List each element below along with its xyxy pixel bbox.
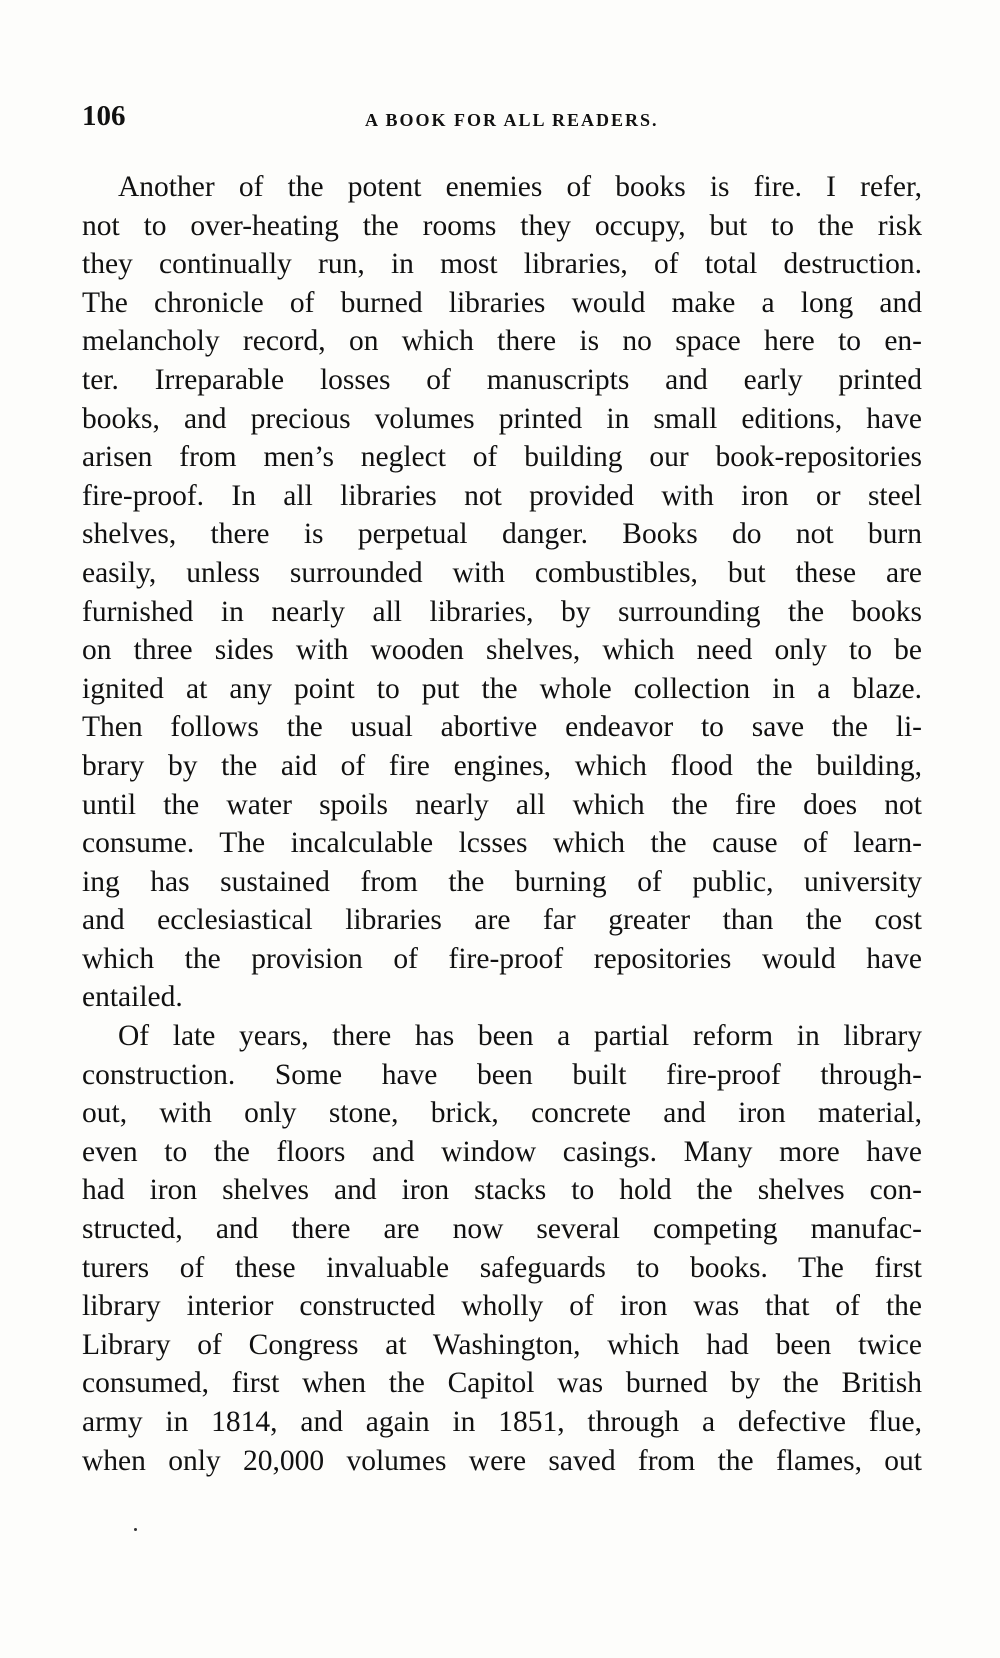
- text-line: Of late years, there has been a partial reform in library: [118, 1020, 922, 1053]
- text-line: ter. Irreparable losses of manuscripts and early printed: [82, 363, 922, 396]
- text-line: which the provision of fire-proof repositories would have: [82, 942, 922, 975]
- text-line: consume. The incalculable lcsses which the cause of learn-: [82, 827, 922, 860]
- page-header: [82, 100, 922, 140]
- text-line: Another of the potent enemies of books is fire. I refer,: [118, 171, 922, 203]
- text-line: until the water spoils nearly all which the fire does not: [82, 788, 922, 821]
- body-text: [82, 168, 922, 1480]
- text-line: Then follows the usual abortive endeavor to save the li-: [82, 711, 922, 744]
- speck-mark: [134, 1528, 137, 1531]
- paragraph: [82, 168, 922, 1017]
- text-line: Library of Congress at Washington, which had been twice: [82, 1328, 922, 1361]
- text-line: ing has sustained from the burning of public, university: [82, 865, 922, 898]
- text-line: not to over-heating the rooms they occupy, but to the risk: [82, 209, 922, 242]
- text-line: furnished in nearly all libraries, by surrounding the books: [82, 595, 922, 628]
- text-line: brary by the aid of fire engines, which flood the building,: [82, 749, 922, 782]
- text-line: easily, unless surrounded with combustibles, but these are: [82, 556, 922, 589]
- text-line: and ecclesiastical libraries are far greater than the cost: [82, 904, 922, 937]
- text-line: turers of these invaluable safeguards to books. The first: [82, 1251, 922, 1284]
- text-line: fire-proof. In all libraries not provided with iron or steel: [82, 479, 922, 512]
- text-line: books, and precious volumes printed in small editions, have: [82, 402, 922, 435]
- page-number: 106: [82, 100, 126, 132]
- text-line: shelves, there is perpetual danger. Books do not burn: [82, 518, 922, 551]
- text-line: had iron shelves and iron stacks to hold the shelves con-: [82, 1174, 922, 1207]
- text-line: consumed, first when the Capitol was burned by the British: [82, 1367, 922, 1400]
- text-line: when only 20,000 volumes were saved from the flames, out: [82, 1444, 922, 1477]
- text-line: The chronicle of burned libraries would make a long and: [82, 286, 922, 319]
- text-line: melancholy record, on which there is no space here to en-: [82, 325, 922, 358]
- text-line: out, with only stone, brick, concrete and iron material,: [82, 1097, 922, 1130]
- text-line: entailed.: [82, 981, 183, 1014]
- text-line: arisen from men’s neglect of building our book-repositories: [82, 441, 922, 474]
- text-line: construction. Some have been built fire-proof through-: [82, 1058, 922, 1091]
- text-line: structed, and there are now several competing manufac-: [82, 1213, 922, 1246]
- running-title: A BOOK FOR ALL READERS.: [365, 110, 659, 130]
- text-line: even to the floors and window casings. Many more have: [82, 1135, 922, 1168]
- text-line: library interior constructed wholly of iron was that of the: [82, 1290, 922, 1323]
- text-line: they continually run, in most libraries, of total destruction.: [82, 248, 922, 281]
- text-line: army in 1814, and again in 1851, through a defective flue,: [82, 1406, 922, 1438]
- text-line: on three sides with wooden shelves, which need only to be: [82, 634, 922, 667]
- text-line: ignited at any point to put the whole collection in a blaze.: [82, 672, 922, 705]
- paragraph: [82, 1017, 922, 1480]
